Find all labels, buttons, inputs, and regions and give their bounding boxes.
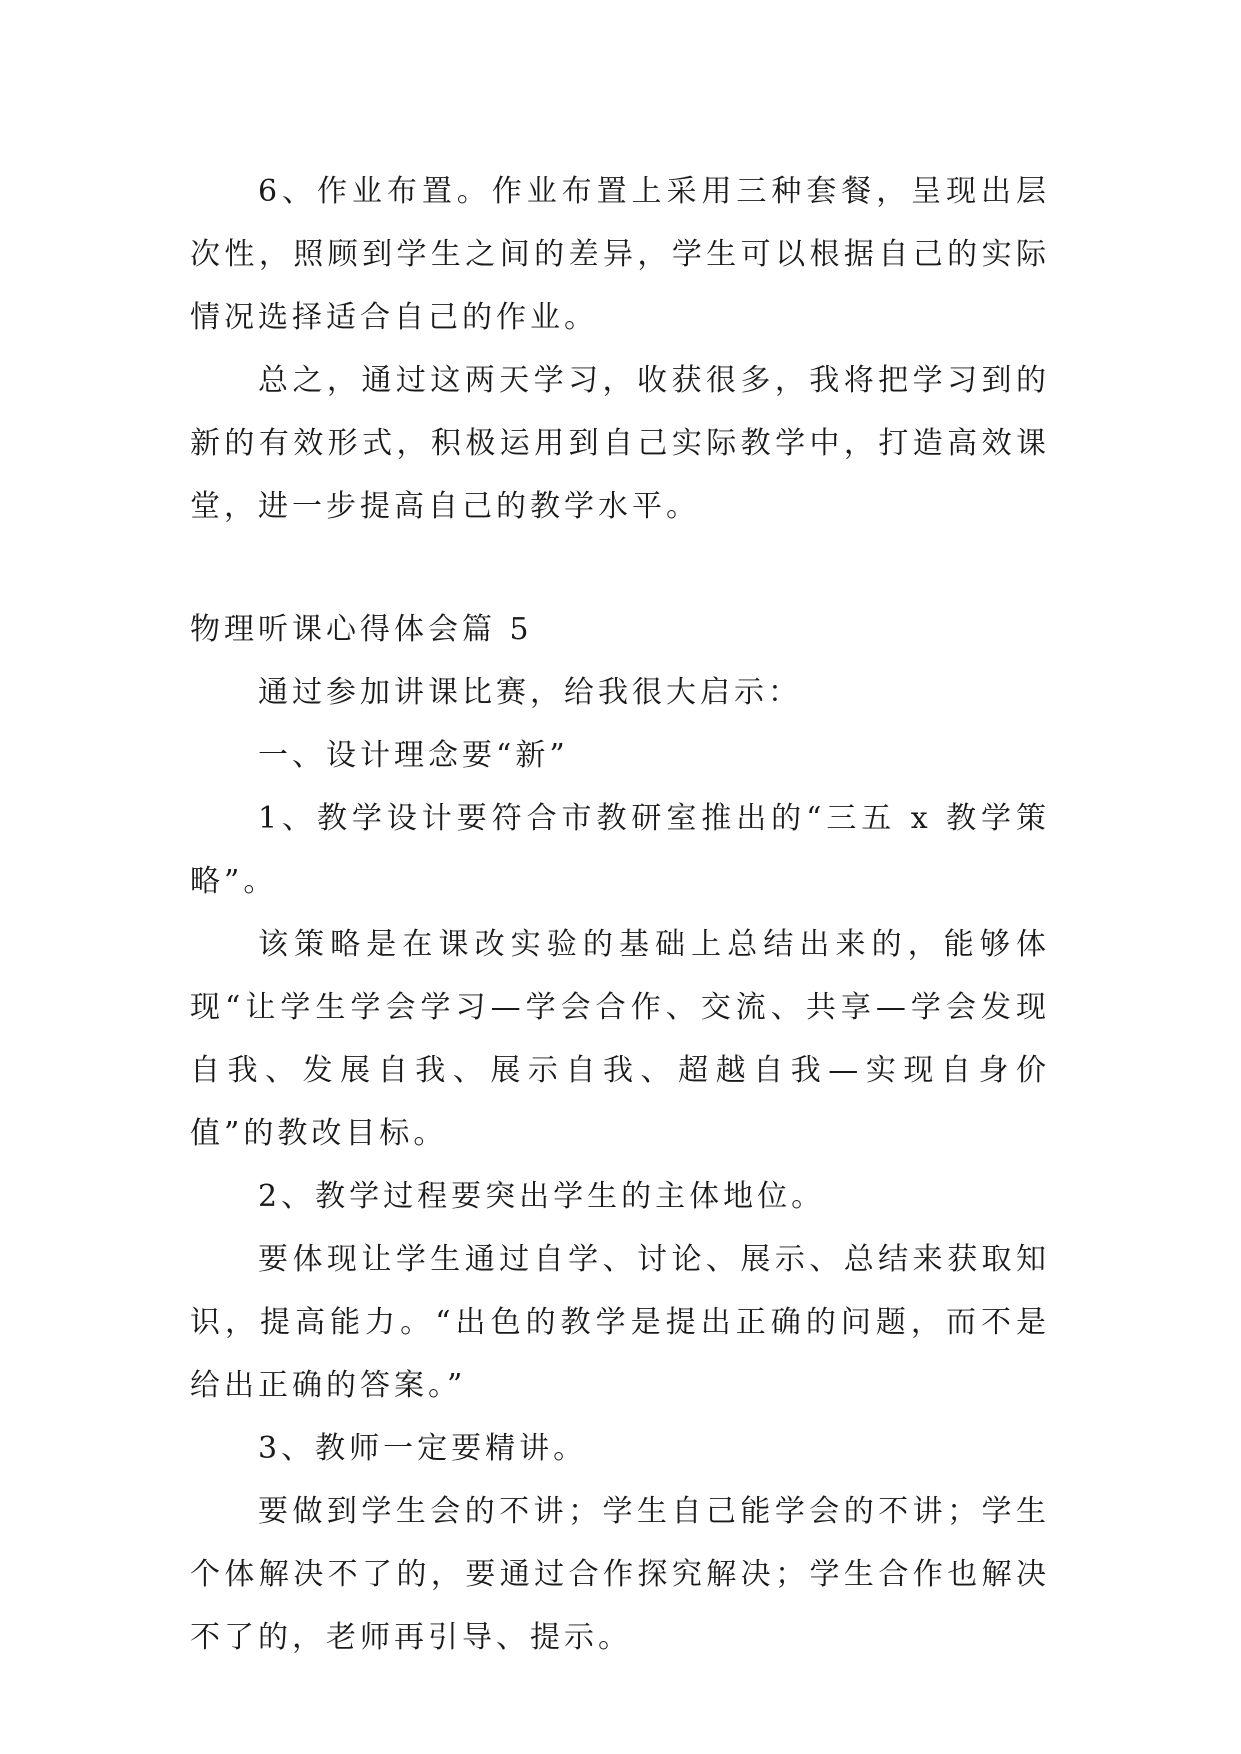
paragraph-point-2: 2、教学过程要突出学生的主体地位。 — [258, 1179, 826, 1214]
section-title: 物理听课心得体会篇 5 — [190, 612, 533, 647]
document-body — [190, 160, 1050, 1669]
paragraph-summary: 总之，通过这两天学习，收获很多，我将把学习到的新的有效形式，积极运用到自己实际教学中，打造高效课堂，进一步提高自己的教学水平。 — [190, 363, 1050, 524]
paragraph-teaching-guidance: 要做到学生会的不讲；学生自己能学会的不讲；学生个体解决不了的，要通过合作探究解决；学生合作也解决不了的，老师再引导、提示。 — [190, 1494, 1050, 1655]
paragraph-strategy: 该策略是在课改实验的基础上总结出来的，能够体现“让学生学会学习—学会合作、交流、共享—学会发现自我、发展自我、展示自我、超越自我—实现自身价值”的教改目标。 — [190, 927, 1050, 1151]
paragraph-point-1: 1、教学设计要符合市教研室推出的“三五 x 教学策略”。 — [190, 801, 1050, 899]
paragraph-homework: 6、作业布置。作业布置上采用三种套餐，呈现出层次性，照顾到学生之间的差异，学生可以根据自己的实际情况选择适合自己的作业。 — [190, 174, 1050, 335]
heading-design-concept: 一、设计理念要“新” — [258, 738, 569, 773]
paragraph-student-role: 要体现让学生通过自学、讨论、展示、总结来获取知识，提高能力。“出色的教学是提出正确的问题，而不是给出正确的答案。” — [190, 1242, 1050, 1403]
paragraph-point-3: 3、教师一定要精讲。 — [258, 1431, 588, 1466]
paragraph-intro: 通过参加讲课比赛，给我很大启示： — [258, 675, 802, 710]
